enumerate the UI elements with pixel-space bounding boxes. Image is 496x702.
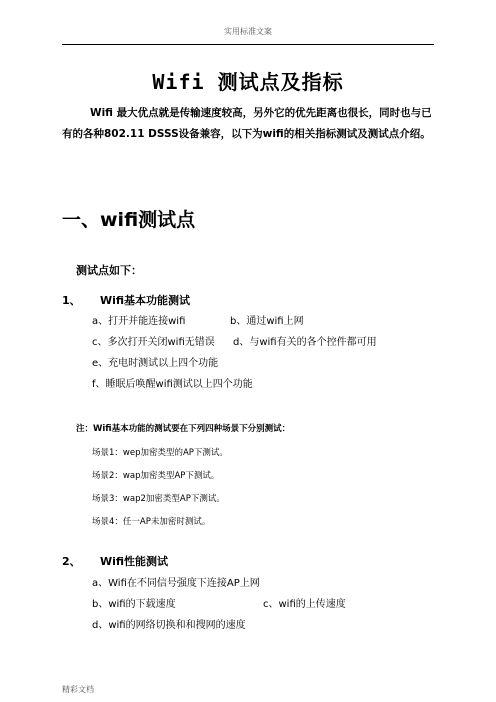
group1-title: Wifi基本功能测试 (100, 294, 191, 307)
list-item: f、睡眠后唤醒wifi测试以上四个功能 (92, 379, 253, 390)
note-text: 注：Wifi基本功能的测试要在下列四种场景下分别测试： (76, 424, 291, 434)
section-heading: 一、wifi测试点 (62, 209, 196, 231)
group2-number: 2、 (62, 555, 81, 568)
list-item: d、wifi的网络切换和和搜网的速度 (92, 620, 246, 631)
intro-paragraph: Wifi 最大优点就是传输速度较高，另外它的优先距离也很长，同时也与已有的各种802.11 DSSS设备兼容，以下为wifi的相关指标测试及测试点介绍。 (62, 107, 432, 140)
list-item: c、多次打开关闭wifi无错误 (92, 337, 215, 348)
group2-heading (62, 553, 168, 569)
list-item: a、Wifi在不同信号强度下连接AP上网 (92, 578, 260, 589)
scene-item: 场景3：wap2加密类型AP下测试。 (92, 494, 225, 504)
page-header: 实用标准文案 (224, 27, 272, 36)
group2-title: Wifi性能测试 (100, 555, 169, 568)
section-subheading: 测试点如下： (76, 264, 142, 277)
header-divider (62, 44, 434, 45)
scene-item: 场景1：wep加密类型的AP下测试。 (92, 448, 228, 458)
list-item: a、打开并能连接wifi (92, 316, 186, 327)
list-item: b、通过wifi上网 (230, 316, 304, 327)
scene-item: 场景2：wap加密类型AP下测试。 (92, 471, 220, 481)
list-item: b、wifi的下载速度 (92, 599, 176, 610)
document-title: Wifi 测试点及指标 (152, 70, 344, 94)
scene-item: 场景4：任一AP未加密时测试。 (92, 517, 211, 527)
list-item: c、wifi的上传速度 (263, 599, 346, 610)
group1-heading (62, 292, 190, 308)
page-footer: 精彩文档 (62, 685, 94, 694)
group1-number: 1、 (62, 294, 81, 307)
list-item: e、充电时测试以上四个功能 (92, 358, 219, 369)
list-item: d、与wifi有关的各个控件都可用 (233, 337, 377, 348)
